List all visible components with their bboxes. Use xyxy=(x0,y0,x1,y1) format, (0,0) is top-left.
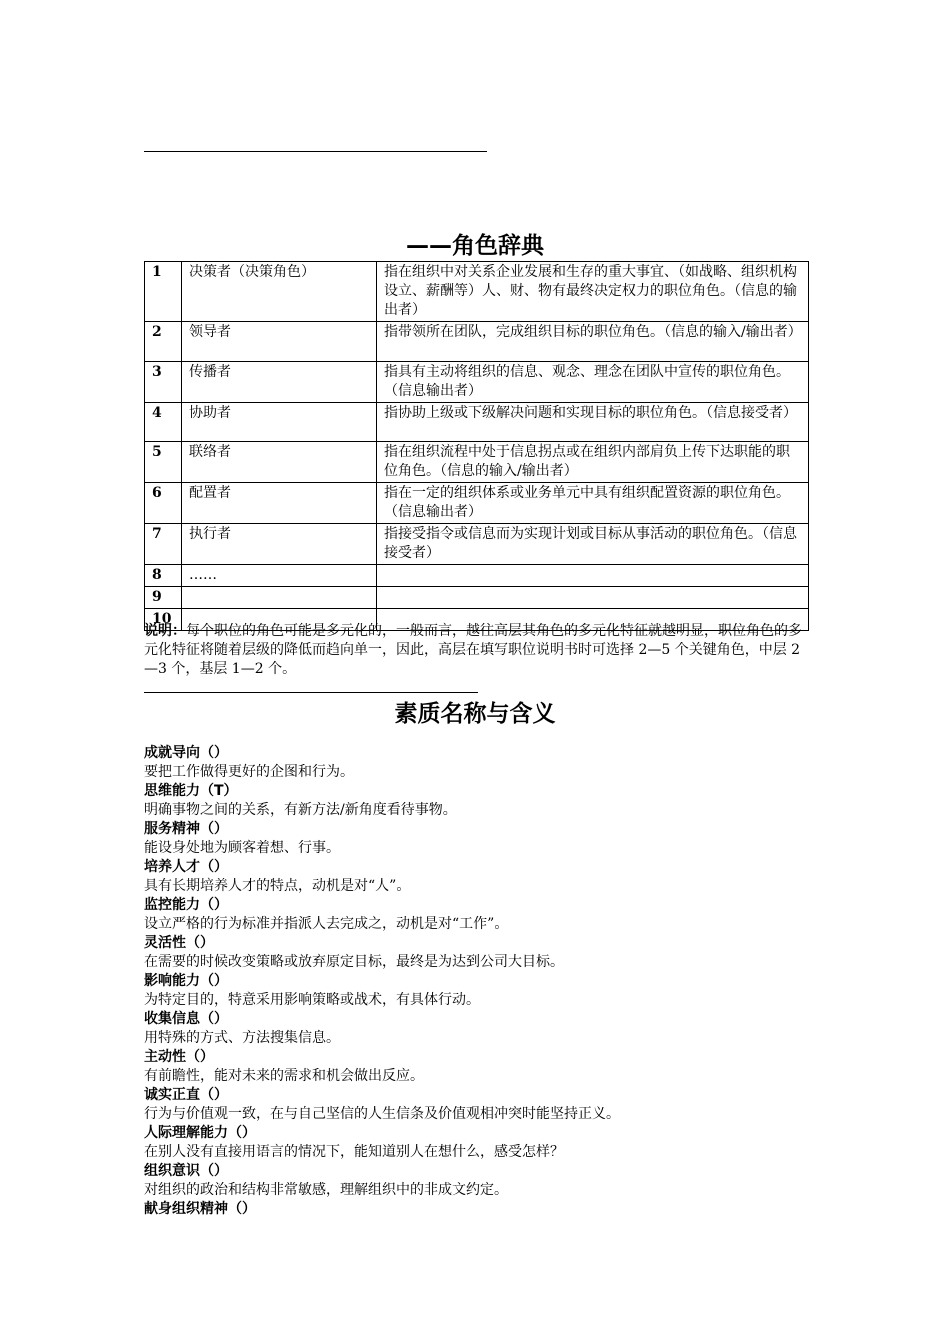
quality-name: 影响能力（） xyxy=(144,973,228,989)
role-row xyxy=(145,362,809,403)
role-description xyxy=(377,565,809,587)
role-name: 配置者 xyxy=(182,483,377,524)
quality-definition: 行为与价值观一致，在与自己坚信的人生信条及价值观相冲突时能坚持正义。 xyxy=(144,1106,620,1122)
role-name: 传播者 xyxy=(182,362,377,403)
role-description: 指在组织流程中处于信息拐点或在组织内部肩负上传下达职能的职位角色。（信息的输入/输出者） xyxy=(377,442,809,483)
quality-name: 组织意识（） xyxy=(144,1163,228,1179)
quality-name: 主动性（） xyxy=(144,1049,214,1065)
role-description: 指在组织中对关系企业发展和生存的重大事宜、（如战略、组织机构设立、薪酬等）人、财、物有最终决定权力的职位角色。（信息的输出者） xyxy=(377,262,809,322)
quality-definition: 明确事物之间的关系，有新方法/新角度看待事物。 xyxy=(144,802,457,818)
note-label: 说明： xyxy=(144,623,186,639)
role-name: 联络者 xyxy=(182,442,377,483)
role-name: 执行者 xyxy=(182,524,377,565)
role-name: 决策者（决策角色） xyxy=(182,262,377,322)
quality-name: 灵活性（） xyxy=(144,935,214,951)
role-row xyxy=(145,322,809,362)
quality-name: 培养人才（） xyxy=(144,859,228,875)
qualities-list xyxy=(144,744,810,1219)
top-divider xyxy=(144,151,487,152)
role-description: 指带领所在团队，完成组织目标的职位角色。（信息的输入/输出者） xyxy=(377,322,809,362)
role-number: 6 xyxy=(145,483,182,524)
role-number: 4 xyxy=(145,403,182,442)
quality-definition: 有前瞻性，能对未来的需求和机会做出反应。 xyxy=(144,1068,424,1084)
quality-definition: 设立严格的行为标准并指派人去完成之，动机是对“工作”。 xyxy=(144,916,509,932)
qualities-title: 素质名称与含义 xyxy=(394,701,556,727)
role-number: 8 xyxy=(145,565,182,587)
quality-name: 诚实正直（） xyxy=(144,1087,228,1103)
role-number: 3 xyxy=(145,362,182,403)
role-number: 10 xyxy=(145,609,182,631)
role-row xyxy=(145,524,809,565)
quality-definition: 在别人没有直接用语言的情况下，能知道别人在想什么，感受怎样？ xyxy=(144,1144,564,1160)
quality-name: 人际理解能力（） xyxy=(144,1125,256,1141)
role-row xyxy=(145,403,809,442)
quality-name: 监控能力（） xyxy=(144,897,228,913)
role-name: 协助者 xyxy=(182,403,377,442)
quality-definition: 用特殊的方式、方法搜集信息。 xyxy=(144,1030,340,1046)
quality-name: 思维能力（T） xyxy=(144,783,238,799)
role-name: 领导者 xyxy=(182,322,377,362)
note-text: 每个职位的角色可能是多元化的，一般而言，越往高层其角色的多元化特征就越明显，职位角色的多元化特征将随着层级的降低而趋向单一，因此，高层在填写职位说明书时可选择 2—5 个关键角色，中层 2—3 个，基层 1—2 个。 xyxy=(144,623,802,677)
role-name xyxy=(182,587,377,609)
role-description xyxy=(377,587,809,609)
role-row xyxy=(145,483,809,524)
role-description: 指协助上级或下级解决问题和实现目标的职位角色。（信息接受者） xyxy=(377,403,809,442)
quality-definition: 能设身处地为顾客着想、行事。 xyxy=(144,840,340,856)
role-number: 2 xyxy=(145,322,182,362)
role-row xyxy=(145,587,809,609)
role-number: 9 xyxy=(145,587,182,609)
role-name: …… xyxy=(182,565,377,587)
quality-name: 收集信息（） xyxy=(144,1011,228,1027)
role-description: 指接受指令或信息而为实现计划或目标从事活动的职位角色。（信息接受者） xyxy=(377,524,809,565)
role-description: 指在一定的组织体系或业务单元中具有组织配置资源的职位角色。（信息输出者） xyxy=(377,483,809,524)
role-number: 5 xyxy=(145,442,182,483)
role-dictionary-table xyxy=(144,261,809,631)
role-row xyxy=(145,442,809,483)
quality-definition: 为特定目的，特意采用影响策略或战术，有具体行动。 xyxy=(144,992,480,1008)
role-dictionary-title: ——角色辞典 xyxy=(406,233,544,259)
role-note xyxy=(144,622,810,679)
role-number: 1 xyxy=(145,262,182,322)
role-number: 7 xyxy=(145,524,182,565)
role-row xyxy=(145,565,809,587)
quality-definition: 要把工作做得更好的企图和行为。 xyxy=(144,764,354,780)
middle-divider xyxy=(144,692,478,693)
role-description: 指具有主动将组织的信息、观念、理念在团队中宣传的职位角色。（信息输出者） xyxy=(377,362,809,403)
quality-name: 服务精神（） xyxy=(144,821,228,837)
quality-name: 献身组织精神（） xyxy=(144,1201,256,1217)
quality-definition: 具有长期培养人才的特点，动机是对“人”。 xyxy=(144,878,411,894)
role-table-body xyxy=(145,262,809,631)
quality-definition: 在需要的时候改变策略或放弃原定目标，最终是为达到公司大目标。 xyxy=(144,954,564,970)
role-row xyxy=(145,262,809,322)
quality-definition: 对组织的政治和结构非常敏感，理解组织中的非成文约定。 xyxy=(144,1182,508,1198)
quality-name: 成就导向（） xyxy=(144,745,228,761)
